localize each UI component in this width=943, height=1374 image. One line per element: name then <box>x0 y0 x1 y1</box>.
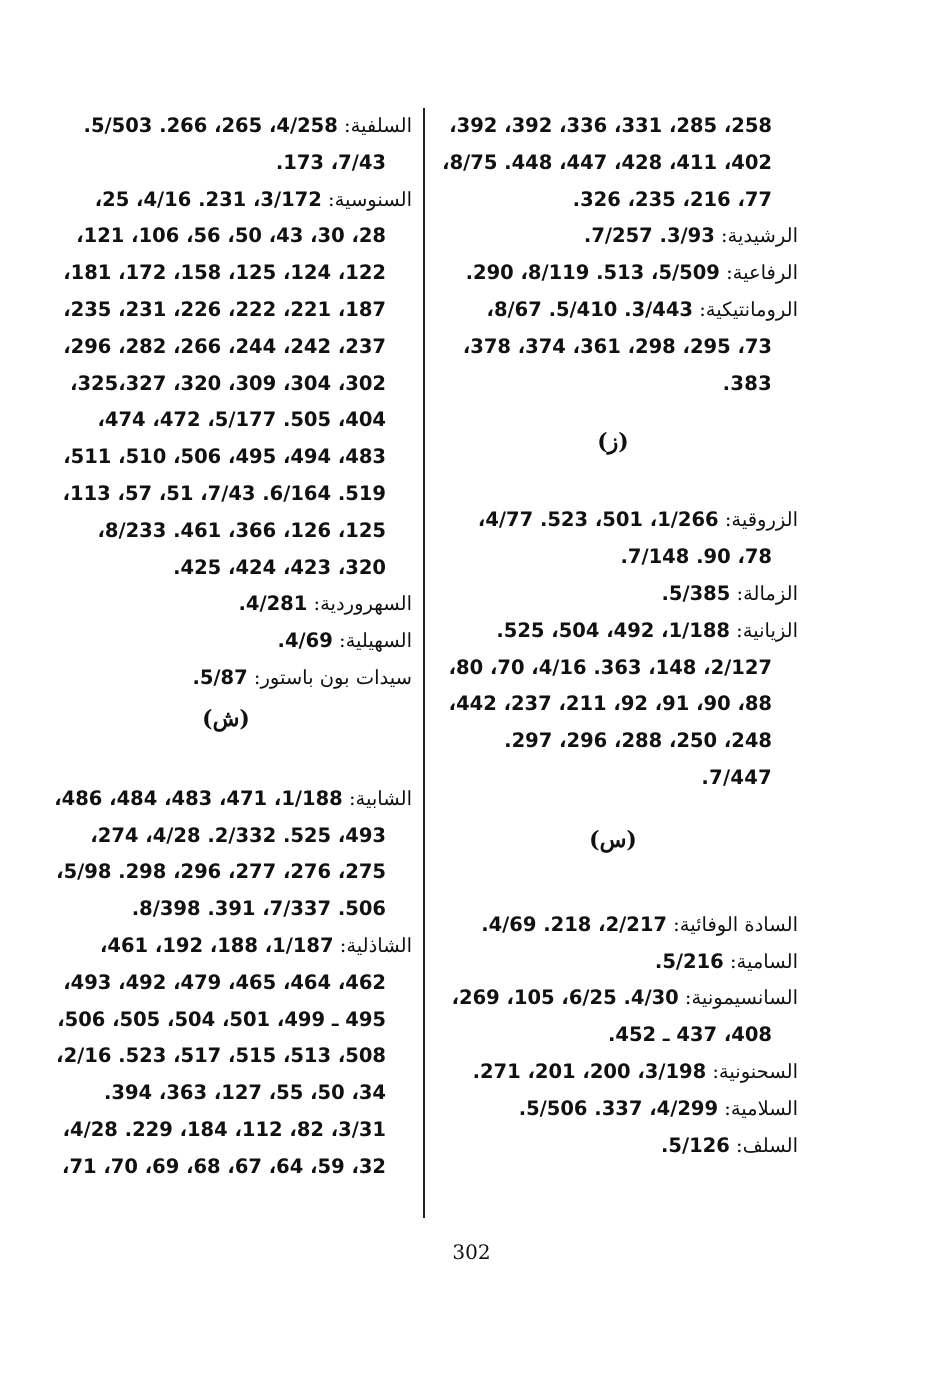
entry-term: السلفية: <box>344 114 412 137</box>
entry-refs: 4/258، 265، 266. 5/503. <box>83 114 338 137</box>
entry-sayyidat <box>40 660 412 697</box>
entry-term: الشابية: <box>348 786 412 810</box>
entry-salaf <box>428 1128 798 1165</box>
entry-refs: 3/443. 5/410. 8/67، <box>486 297 693 321</box>
index-line: 404، 505. 5/177، 472، 474، <box>97 408 386 432</box>
entry-suhayliya <box>40 623 412 660</box>
entry-term: الرشيدية: <box>720 224 798 248</box>
entry-term: السانسيمونية: <box>684 986 798 1010</box>
index-line: 495 ـ 499، 501، 504، 505، 506، <box>57 1007 386 1031</box>
entry-zarruqiya <box>428 502 798 539</box>
entry-sada-wafaiya <box>428 907 798 944</box>
index-line: 506. 7/337، 391. 8/398. <box>131 897 386 921</box>
entry-refs: 4/69. <box>277 629 333 653</box>
entry-refs: 3/93. 7/257. <box>583 224 715 248</box>
index-line: 125، 126، 366، 461. 8/233، <box>97 518 386 542</box>
index-line: 408، 437 ـ 452. <box>607 1023 772 1047</box>
section-heading-zay: (ز) <box>597 429 629 456</box>
entry-sahnuniya <box>428 1054 798 1091</box>
column-divider <box>423 108 425 1218</box>
index-line: 383. <box>722 371 772 395</box>
entry-refs: 4/30. 6/25، 105، 269، <box>451 986 679 1010</box>
entry-refs: 1/266، 501، 523. 4/77، <box>477 508 719 532</box>
entry-refs: 5/87. <box>192 665 248 689</box>
entry-shabiya <box>40 781 412 818</box>
index-line: 78، 90. 7/148. <box>620 545 772 569</box>
entry-refs: 4/281. <box>238 592 308 616</box>
entry-refs: 1/187، 188، 192، 461، <box>99 933 334 957</box>
section-gap <box>40 741 412 781</box>
section-heading-sin: (س) <box>589 826 637 853</box>
entry-refs: 3/172، 231. 4/16، 25، <box>94 187 322 211</box>
entry-term: السنوسية: <box>328 187 412 211</box>
index-line: 248، 250، 288، 296، 297. <box>504 729 772 753</box>
index-line: 32، 59، 64، 67، 68، 69، 70، 71، <box>62 1154 386 1178</box>
index-line: 187، 221، 222، 226، 231، 235، <box>63 297 386 321</box>
entry-refs: 5/216. <box>654 949 724 973</box>
entry-salamiya <box>428 1091 798 1128</box>
entry-term: السهروردية: <box>313 592 412 616</box>
entry-term: السلامية: <box>724 1096 798 1120</box>
entry-suhrawardiya <box>40 586 412 623</box>
entry-rashidiya <box>428 218 798 255</box>
entry-refs: 5/385. <box>661 581 731 605</box>
entry-term: الرومانتيكية: <box>699 297 798 321</box>
index-line: 28، 30، 43، 50، 56، 106، 121، <box>76 224 386 248</box>
index-line: 7/43، 173. <box>275 150 386 174</box>
entry-zayaniya <box>428 613 798 650</box>
entry-term: السحنونية: <box>712 1059 798 1083</box>
entry-term: الزروقية: <box>724 508 798 532</box>
index-line: 34، 50، 55، 127، 363، 394. <box>103 1081 386 1105</box>
entry-term: السامية: <box>729 949 798 973</box>
entry-romantic <box>428 292 798 329</box>
index-line: 519. 6/164. 7/43، 51، 57، 113، <box>62 481 386 505</box>
index-line: 493، 525. 2/332. 4/28، 274، <box>90 823 386 847</box>
section-gap <box>428 482 798 502</box>
index-line: 2/127، 148، 363. 4/16، 70، 80، <box>448 655 772 679</box>
index-line: 88، 90، 91، 92، 211، 237، 442، <box>448 692 772 716</box>
index-line: 3/31، 82، 112، 184، 229. 4/28، <box>62 1117 386 1141</box>
index-line: 320، 423، 424، 425. <box>173 555 386 579</box>
entry-shadhiliya <box>40 928 412 965</box>
section-heading-shin: (ش) <box>202 705 250 732</box>
entry-refs: 1/188، 471، 483، 484، 486، <box>54 786 343 810</box>
page-number: 302 <box>452 1240 491 1264</box>
left-column <box>40 108 412 1186</box>
index-line: 237، 242، 244، 266، 282، 296، <box>63 334 386 358</box>
entry-refs: 4/299، 337. 5/506. <box>518 1096 719 1120</box>
entry-salafiya <box>40 108 412 145</box>
entry-samiya <box>428 944 798 981</box>
index-line: 7/447. <box>701 765 772 789</box>
index-line: 483، 494، 495، 506، 510، 511، <box>63 445 386 469</box>
index-line: 508، 513، 515، 517، 523. 2/16، <box>56 1044 386 1068</box>
index-line: 73، 295، 298، 361، 374، 378، <box>462 334 772 358</box>
index-line: 402، 411، 428، 447، 448. 8/75، <box>442 150 772 174</box>
entry-sansimoniya <box>428 980 798 1017</box>
entry-term: السادة الوفائية: <box>673 912 798 936</box>
entry-term: سيدات بون باستور: <box>253 665 412 689</box>
entry-term: الشاذلية: <box>339 933 412 957</box>
entry-refs: 3/198، 200، 201، 271. <box>472 1059 707 1083</box>
index-line: 258، 285، 331، 336، 392، 392، <box>449 114 772 137</box>
entry-refs: 2/217، 218. 4/69. <box>481 912 667 936</box>
entry-refs: 5/509، 513. 8/119، 290. <box>465 261 720 285</box>
index-line: 462، 464، 465، 479، 492، 493، <box>63 970 386 994</box>
index-line: 122، 124، 125، 158، 172، 181، <box>63 261 386 285</box>
right-column <box>428 108 798 1164</box>
entry-rifaiya <box>428 255 798 292</box>
index-line: 275، 276، 277، 296، 298. 5/98، <box>56 860 386 884</box>
entry-sanusiya <box>40 182 412 219</box>
index-line: 77، 216، 235، 326. <box>572 187 772 211</box>
entry-term: الزمالة: <box>736 581 798 605</box>
entry-term: الزيانية: <box>736 618 798 642</box>
entry-refs: 1/188، 492، 504، 525. <box>496 618 730 642</box>
entry-zamala <box>428 576 798 613</box>
index-line: 302، 304، 309، 320، 325،327، <box>70 371 386 395</box>
entry-term: الرفاعية: <box>726 261 798 285</box>
section-gap <box>428 883 798 907</box>
entry-term: السهيلية: <box>339 629 412 653</box>
entry-term: السلف: <box>736 1133 798 1157</box>
entry-refs: 5/126. <box>661 1133 730 1157</box>
